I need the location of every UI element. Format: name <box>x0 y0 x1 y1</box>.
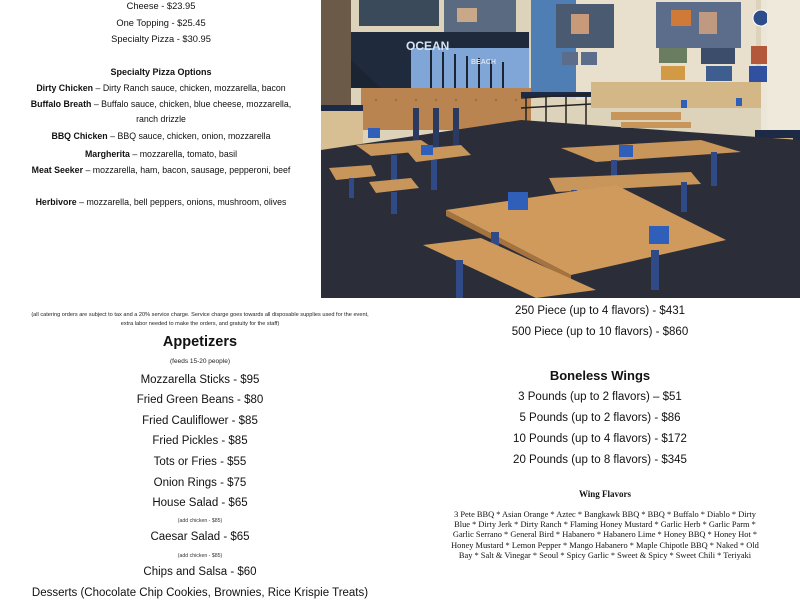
pizza-price-specialty: Specialty Pizza - $30.95 <box>111 34 211 44</box>
pizza-price-one-topping: One Topping - $25.45 <box>116 18 206 28</box>
appetizer-tots-or-fries: Tots or Fries - $55 <box>153 456 247 468</box>
option-sep: – <box>107 131 118 141</box>
appetizer-chips-and-salsa: Chips and Salsa - $60 <box>143 566 257 578</box>
option-desc: BBQ sauce, chicken, onion, mozzarella <box>117 131 271 141</box>
boneless-10-pounds: 10 Pounds (up to 4 flavors) - $172 <box>513 433 687 445</box>
appetizer-caesar-salad: Caesar Salad - $65 <box>150 531 250 543</box>
option-sep: – <box>76 197 87 207</box>
option-name: Meat Seeker <box>31 165 83 175</box>
option-name: BBQ Chicken <box>51 131 108 141</box>
option-sep: – <box>83 165 93 175</box>
pizza-price-cheese: Cheese - $23.95 <box>126 1 196 11</box>
boneless-20-pounds: 20 Pounds (up to 8 flavors) - $345 <box>513 454 687 466</box>
boneless-wings-heading: Boneless Wings <box>549 368 651 383</box>
wings-500-piece: 500 Piece (up to 10 flavors) - $860 <box>511 326 689 338</box>
appetizer-fried-green-beans: Fried Green Beans - $80 <box>136 394 264 406</box>
option-desc: mozzarella, ham, bacon, sausage, pepperoni, beef <box>92 165 291 175</box>
specialty-option-dirty-chicken <box>22 80 300 97</box>
house-salad-addon: (add chicken - $85) <box>177 518 223 524</box>
appetizer-onion-rings: Onion Rings - $75 <box>153 477 247 489</box>
wing-flavors-list: 3 Pete BBQ * Asian Orange * Aztec * Bangkawk BBQ * BBQ * Buffalo * Diablo * Dirty Blue * Dirty Jerk * Dirty Ranch * Flaming Honey Mustard * Garlic Herb * Garlic Parm * Garlic Serrano * General Bird * Habanero * Habanero Lime * Honey BBQ * Honey Hot * Honey Mustard * Lemon Pepper * Mango Habanero * Maple Chipotle BBQ * Naked * Old Bay * Salt & Vinegar * Seoul * Spicy Garlic * Sweet & Spicy * Sweet Chili * Teriyaki <box>451 510 759 560</box>
specialty-option-bbq-chicken <box>22 128 300 145</box>
specialty-option-buffalo-breath <box>22 97 300 127</box>
specialty-option-herbivore <box>12 194 310 211</box>
option-sep: – <box>129 149 140 159</box>
appetizer-fried-cauliflower: Fried Cauliflower - $85 <box>142 415 258 427</box>
boneless-5-pounds: 5 Pounds (up to 2 flavors) - $86 <box>519 412 681 424</box>
option-sep: – <box>93 83 103 93</box>
option-desc: Buffalo sauce, chicken, blue cheese, mozzarella, ranch drizzle <box>101 99 292 124</box>
specialty-option-meat-seeker <box>22 163 300 178</box>
service-charge-disclaimer: (all catering orders are subject to tax and a 20% service charge. Service charge goes towards all disposable supplies used for the event, extra labor needed to make the orders, and gratuity for the staff) <box>31 312 369 327</box>
appetizer-desserts: Desserts (Chocolate Chip Cookies, Brownies, Rice Krispie Treats) <box>31 587 369 599</box>
option-name: Buffalo Breath <box>30 99 92 109</box>
option-name: Dirty Chicken <box>36 83 94 93</box>
appetizer-mozzarella-sticks: Mozzarella Sticks - $95 <box>140 374 260 386</box>
appetizers-heading: Appetizers <box>162 334 238 350</box>
appetizer-fried-pickles: Fried Pickles - $85 <box>152 435 248 447</box>
restaurant-interior-photo <box>321 0 800 298</box>
option-sep: – <box>91 99 102 109</box>
option-name: Herbivore <box>35 197 77 207</box>
wing-flavors-heading: Wing Flavors <box>578 489 632 499</box>
option-name: Margherita <box>84 149 130 159</box>
appetizers-feeds-note: (feeds 15-20 people) <box>170 358 230 365</box>
mural-text-ocean: OCEAN <box>406 39 450 53</box>
appetizer-house-salad: House Salad - $65 <box>152 497 248 509</box>
specialty-option-margherita <box>22 146 300 163</box>
caesar-salad-addon: (add chicken - $85) <box>177 553 223 559</box>
option-desc: Dirty Ranch sauce, chicken, mozzarella, bacon <box>102 83 286 93</box>
boneless-3-pounds: 3 Pounds (up to 2 flavors) – $51 <box>518 391 682 403</box>
option-desc: mozzarella, tomato, basil <box>139 149 238 159</box>
specialty-options-title: Specialty Pizza Options <box>110 67 212 77</box>
wings-250-piece: 250 Piece (up to 4 flavors) - $431 <box>514 305 686 317</box>
mural-text-beach: BEACH <box>471 59 496 66</box>
pizza-section <box>0 0 322 298</box>
option-desc: mozzarella, bell peppers, onions, mushroom, olives <box>86 197 287 207</box>
